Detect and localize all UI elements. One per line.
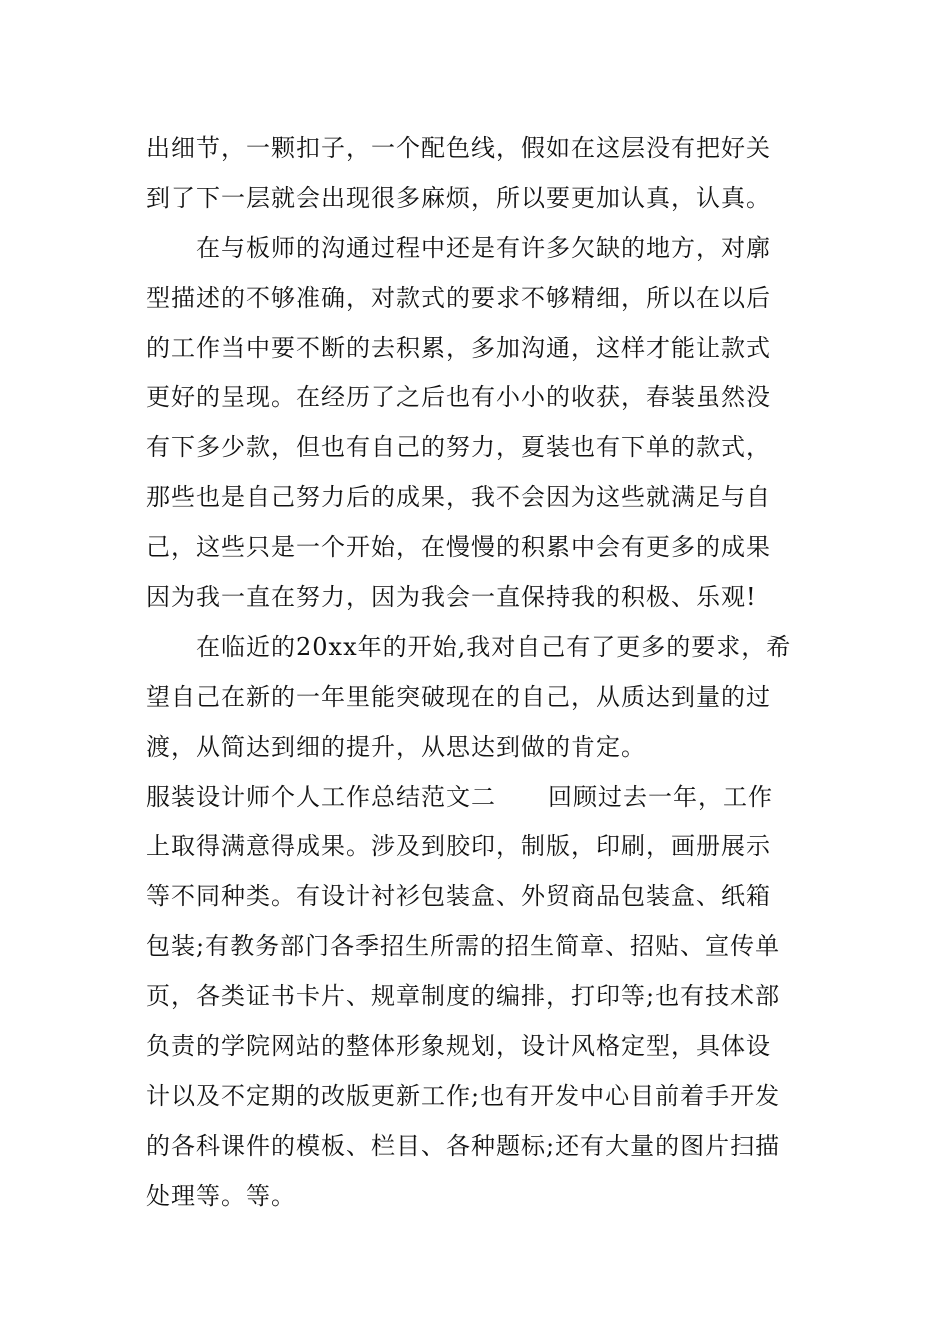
text-line-19: 负责的学院网站的整体形象规划，设计风格定型，具体设 bbox=[146, 1032, 771, 1061]
text-line-15: 上取得满意得成果。涉及到胶印，制版，印刷，画册展示 bbox=[146, 832, 771, 861]
body-text bbox=[146, 124, 816, 1222]
text-line-13: 渡，从简达到细的提升，从思达到做的肯定。 bbox=[146, 732, 646, 761]
text-line-6: 更好的呈现。在经历了之后也有小小的收获，春装虽然没 bbox=[146, 383, 771, 412]
text-line-2: 到了下一层就会出现很多麻烦，所以要更加认真，认真。 bbox=[146, 183, 771, 212]
text-line-5: 的工作当中要不断的去积累，多加沟通，这样才能让款式 bbox=[146, 333, 771, 362]
text-line-7: 有下多少款，但也有自己的努力，夏装也有下单的款式， bbox=[146, 433, 771, 462]
text-line-17: 包装;有教务部门各季招生所需的招生简章、招贴、宣传单 bbox=[146, 932, 781, 961]
text-line-1: 出细节，一颗扣子，一个配色线，假如在这层没有把好关 bbox=[146, 134, 771, 162]
text-line-16: 等不同种类。有设计衬衫包装盒、外贸商品包装盒、纸箱 bbox=[146, 882, 771, 911]
section-heading-line bbox=[146, 773, 816, 823]
text-line-10: 因为我一直在努力，因为我会一直保持我的积极、乐观! bbox=[146, 583, 757, 612]
text-line-11: 在临近的20xx年的开始,我对自己有了更多的要求，希 bbox=[196, 632, 792, 661]
text-line-21: 的各科课件的模板、栏目、各种题标;还有大量的图片扫描 bbox=[146, 1131, 781, 1160]
text-line-12: 望自己在新的一年里能突破现在的自己，从质达到量的过 bbox=[146, 682, 771, 711]
text-line-18: 页，各类证书卡片、规章制度的编排，打印等;也有技术部 bbox=[146, 982, 781, 1011]
text-line-22: 处理等。等。 bbox=[146, 1181, 296, 1210]
text-line-4: 型描述的不够准确，对款式的要求不够精细，所以在以后 bbox=[146, 283, 771, 312]
text-line-20: 计以及不定期的改版更新工作;也有开发中心目前着手开发 bbox=[146, 1081, 781, 1110]
section-title: 服装设计师个人工作总结范文二 bbox=[146, 782, 496, 811]
text-line-3: 在与板师的沟通过程中还是有许多欠缺的地方，对廓 bbox=[196, 233, 771, 262]
text-line-8: 那些也是自己努力后的成果，我不会因为这些就满足与自 bbox=[146, 483, 771, 512]
section-opening-text: 回顾过去一年，工作 bbox=[548, 782, 773, 811]
text-line-9: 己，这些只是一个开始，在慢慢的积累中会有更多的成果 bbox=[146, 533, 771, 562]
